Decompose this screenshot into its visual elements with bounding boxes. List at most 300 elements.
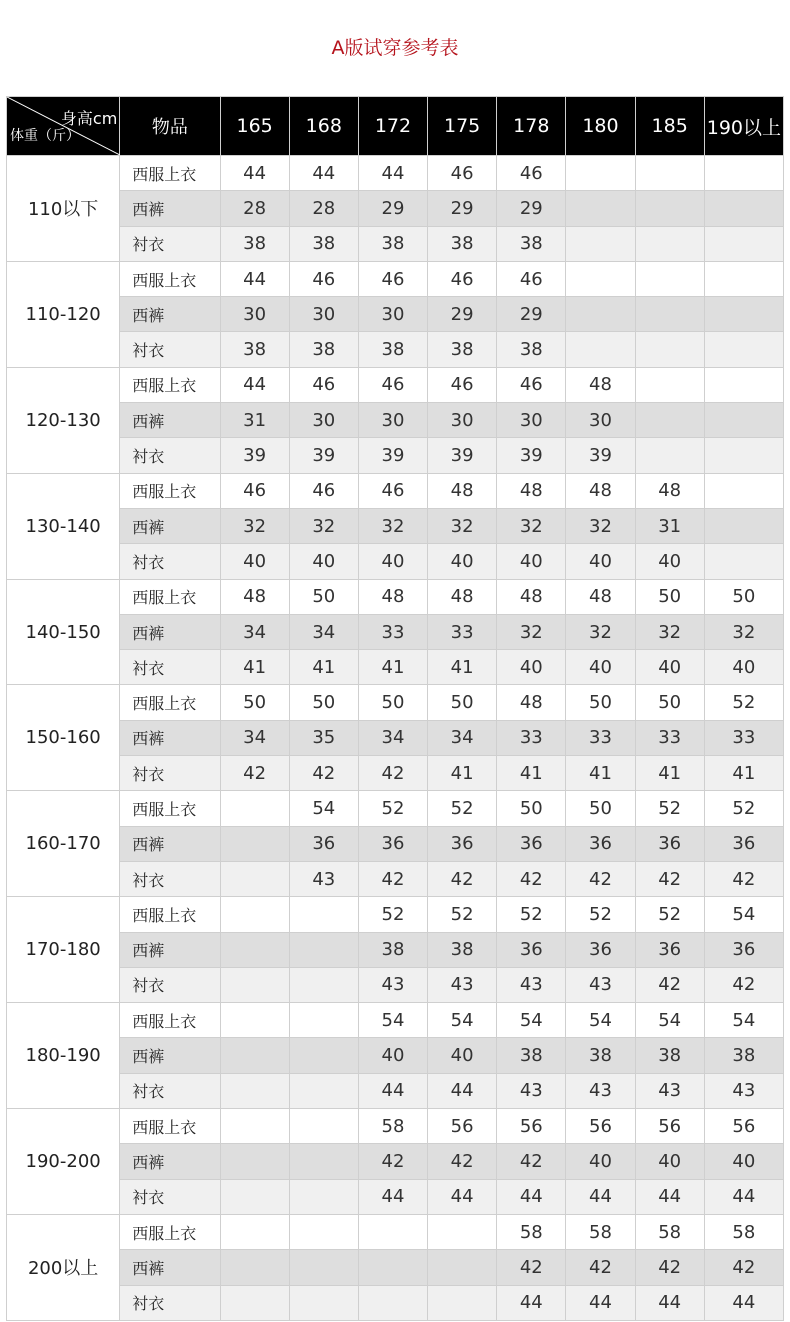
size-value-cell: 46 (289, 261, 358, 296)
size-value-cell: 36 (497, 932, 566, 967)
size-value-cell (220, 1144, 289, 1179)
size-value-cell (289, 1250, 358, 1285)
size-value-cell: 48 (358, 579, 427, 614)
size-value-cell: 42 (220, 756, 289, 791)
size-value-cell: 38 (358, 332, 427, 367)
size-value-cell: 43 (566, 1073, 635, 1108)
size-value-cell: 44 (704, 1179, 783, 1214)
size-value-cell: 42 (428, 861, 497, 896)
size-value-cell (704, 156, 783, 191)
size-value-cell: 43 (704, 1073, 783, 1108)
size-value-cell: 39 (289, 438, 358, 473)
item-name-cell: 西裤 (120, 1144, 220, 1179)
size-value-cell: 44 (704, 1285, 783, 1320)
size-value-cell: 32 (220, 508, 289, 543)
size-value-cell: 58 (704, 1214, 783, 1249)
size-value-cell: 40 (358, 544, 427, 579)
table-row (7, 650, 784, 685)
size-value-cell: 36 (704, 932, 783, 967)
size-value-cell: 29 (428, 297, 497, 332)
item-name-cell: 西裤 (120, 826, 220, 861)
size-value-cell: 48 (497, 473, 566, 508)
size-value-cell: 43 (566, 967, 635, 1002)
size-value-cell (635, 297, 704, 332)
item-name-cell: 衬衣 (120, 967, 220, 1002)
size-value-cell: 52 (358, 897, 427, 932)
size-value-cell: 48 (566, 367, 635, 402)
size-value-cell (289, 1179, 358, 1214)
size-value-cell: 34 (358, 720, 427, 755)
size-value-cell (220, 1003, 289, 1038)
table-row (7, 1144, 784, 1179)
corner-header (7, 97, 120, 156)
size-value-cell: 40 (704, 1144, 783, 1179)
table-row (7, 332, 784, 367)
table-row (7, 756, 784, 791)
size-value-cell: 50 (289, 685, 358, 720)
size-value-cell: 48 (497, 685, 566, 720)
size-value-cell: 30 (289, 403, 358, 438)
size-value-cell: 44 (289, 156, 358, 191)
size-value-cell: 42 (635, 861, 704, 896)
size-value-cell: 30 (220, 297, 289, 332)
size-value-cell: 54 (704, 897, 783, 932)
size-value-cell: 38 (358, 226, 427, 261)
table-row (7, 932, 784, 967)
size-value-cell: 54 (566, 1003, 635, 1038)
size-value-cell: 38 (358, 932, 427, 967)
size-value-cell: 30 (358, 403, 427, 438)
size-value-cell: 54 (704, 1003, 783, 1038)
size-value-cell: 44 (358, 1179, 427, 1214)
table-row (7, 156, 784, 191)
size-value-cell: 52 (635, 897, 704, 932)
size-value-cell: 42 (566, 861, 635, 896)
size-value-cell: 40 (358, 1038, 427, 1073)
height-header: 168 (289, 97, 358, 156)
weight-range-cell: 200以上 (7, 1214, 120, 1320)
table-row (7, 544, 784, 579)
size-value-cell: 30 (566, 403, 635, 438)
size-value-cell (289, 1073, 358, 1108)
size-value-cell: 32 (704, 614, 783, 649)
item-name-cell: 西服上衣 (120, 685, 220, 720)
size-value-cell (289, 967, 358, 1002)
size-value-cell: 40 (428, 1038, 497, 1073)
size-value-cell: 38 (220, 332, 289, 367)
size-value-cell: 42 (497, 1250, 566, 1285)
size-value-cell: 52 (635, 791, 704, 826)
height-header: 180 (566, 97, 635, 156)
size-value-cell: 48 (428, 579, 497, 614)
size-value-cell: 44 (220, 261, 289, 296)
size-value-cell: 58 (497, 1214, 566, 1249)
size-value-cell (566, 191, 635, 226)
table-row (7, 1285, 784, 1320)
size-value-cell: 48 (566, 473, 635, 508)
size-value-cell: 56 (635, 1109, 704, 1144)
item-name-cell: 衬衣 (120, 438, 220, 473)
size-value-cell: 52 (358, 791, 427, 826)
size-value-cell: 42 (497, 1144, 566, 1179)
size-value-cell (635, 226, 704, 261)
size-value-cell: 41 (428, 756, 497, 791)
item-name-cell: 西裤 (120, 508, 220, 543)
size-value-cell: 44 (635, 1179, 704, 1214)
size-value-cell: 54 (497, 1003, 566, 1038)
size-value-cell: 38 (704, 1038, 783, 1073)
size-value-cell: 46 (428, 261, 497, 296)
size-value-cell (566, 226, 635, 261)
size-value-cell: 36 (289, 826, 358, 861)
size-value-cell: 30 (358, 297, 427, 332)
table-row (7, 367, 784, 402)
item-name-cell: 西裤 (120, 1250, 220, 1285)
size-value-cell: 41 (635, 756, 704, 791)
size-value-cell: 30 (497, 403, 566, 438)
size-value-cell: 42 (358, 861, 427, 896)
size-value-cell: 42 (289, 756, 358, 791)
size-value-cell: 50 (635, 685, 704, 720)
weight-range-cell: 130-140 (7, 473, 120, 579)
size-value-cell: 30 (428, 403, 497, 438)
size-value-cell: 38 (428, 332, 497, 367)
weight-range-cell: 170-180 (7, 897, 120, 1003)
size-value-cell: 50 (497, 791, 566, 826)
weight-range-cell: 150-160 (7, 685, 120, 791)
table-row (7, 685, 784, 720)
size-value-cell: 33 (497, 720, 566, 755)
size-value-cell: 46 (497, 367, 566, 402)
height-header: 172 (358, 97, 427, 156)
item-name-cell: 西服上衣 (120, 791, 220, 826)
size-value-cell: 43 (358, 967, 427, 1002)
size-value-cell: 32 (566, 614, 635, 649)
size-value-cell: 34 (220, 720, 289, 755)
size-value-cell: 40 (220, 544, 289, 579)
item-name-cell: 衬衣 (120, 1285, 220, 1320)
table-row (7, 226, 784, 261)
size-value-cell (220, 1109, 289, 1144)
size-value-cell: 38 (497, 226, 566, 261)
size-value-cell (704, 367, 783, 402)
size-value-cell (220, 1073, 289, 1108)
size-value-cell: 38 (635, 1038, 704, 1073)
size-value-cell: 56 (704, 1109, 783, 1144)
size-value-cell: 48 (497, 579, 566, 614)
size-value-cell: 33 (428, 614, 497, 649)
size-value-cell: 43 (497, 967, 566, 1002)
size-value-cell: 43 (497, 1073, 566, 1108)
size-value-cell: 38 (428, 932, 497, 967)
size-value-cell: 40 (497, 650, 566, 685)
size-value-cell: 32 (428, 508, 497, 543)
table-row (7, 791, 784, 826)
size-value-cell: 48 (566, 579, 635, 614)
size-value-cell: 32 (566, 508, 635, 543)
size-value-cell: 36 (704, 826, 783, 861)
size-value-cell: 40 (635, 544, 704, 579)
size-value-cell (220, 1250, 289, 1285)
item-name-cell: 西裤 (120, 932, 220, 967)
size-value-cell: 54 (358, 1003, 427, 1038)
size-value-cell: 32 (635, 614, 704, 649)
size-value-cell: 43 (635, 1073, 704, 1108)
size-value-cell (358, 1285, 427, 1320)
size-value-cell: 40 (704, 650, 783, 685)
size-value-cell (289, 1214, 358, 1249)
size-value-cell: 42 (704, 967, 783, 1002)
size-value-cell: 33 (358, 614, 427, 649)
table-row (7, 967, 784, 1002)
size-value-cell: 44 (566, 1285, 635, 1320)
size-value-cell: 41 (497, 756, 566, 791)
table-row (7, 297, 784, 332)
table-row (7, 1003, 784, 1038)
item-name-cell: 西服上衣 (120, 1214, 220, 1249)
size-value-cell (220, 1285, 289, 1320)
item-name-cell: 衬衣 (120, 1179, 220, 1214)
size-value-cell (635, 156, 704, 191)
size-value-cell: 46 (428, 367, 497, 402)
size-value-cell: 43 (428, 967, 497, 1002)
size-value-cell: 42 (704, 1250, 783, 1285)
table-row (7, 1250, 784, 1285)
size-value-cell (289, 1144, 358, 1179)
weight-range-cell: 140-150 (7, 579, 120, 685)
size-value-cell: 41 (566, 756, 635, 791)
item-name-cell: 衬衣 (120, 544, 220, 579)
size-value-cell: 46 (428, 156, 497, 191)
size-value-cell: 50 (635, 579, 704, 614)
size-value-cell (220, 932, 289, 967)
size-value-cell: 46 (358, 473, 427, 508)
size-table-body (7, 156, 784, 1321)
table-row (7, 614, 784, 649)
size-value-cell (220, 1179, 289, 1214)
size-value-cell: 52 (704, 685, 783, 720)
size-value-cell (635, 191, 704, 226)
item-name-cell: 西裤 (120, 403, 220, 438)
table-row (7, 826, 784, 861)
size-value-cell: 43 (289, 861, 358, 896)
table-row (7, 473, 784, 508)
item-name-cell: 衬衣 (120, 226, 220, 261)
height-header: 165 (220, 97, 289, 156)
size-value-cell: 50 (220, 685, 289, 720)
item-name-cell: 衬衣 (120, 332, 220, 367)
size-value-cell: 32 (289, 508, 358, 543)
size-value-cell: 38 (497, 332, 566, 367)
size-value-cell: 42 (497, 861, 566, 896)
size-value-cell (704, 332, 783, 367)
size-value-cell: 36 (358, 826, 427, 861)
size-value-cell (704, 261, 783, 296)
size-value-cell: 56 (497, 1109, 566, 1144)
height-header: 178 (497, 97, 566, 156)
size-value-cell: 48 (635, 473, 704, 508)
item-name-cell: 西裤 (120, 720, 220, 755)
size-value-cell: 48 (220, 579, 289, 614)
size-value-cell: 48 (428, 473, 497, 508)
size-value-cell (220, 826, 289, 861)
table-row (7, 261, 784, 296)
item-name-cell: 西服上衣 (120, 1109, 220, 1144)
size-value-cell: 58 (635, 1214, 704, 1249)
height-axis-label: 身高cm (60, 109, 118, 128)
item-name-cell: 衬衣 (120, 861, 220, 896)
size-value-cell: 31 (220, 403, 289, 438)
weight-range-cell: 160-170 (7, 791, 120, 897)
size-value-cell: 46 (497, 261, 566, 296)
table-row (7, 579, 784, 614)
size-value-cell: 40 (566, 650, 635, 685)
size-value-cell: 44 (220, 156, 289, 191)
size-value-cell (635, 261, 704, 296)
size-value-cell (289, 932, 358, 967)
size-value-cell (566, 297, 635, 332)
size-value-cell: 33 (704, 720, 783, 755)
size-value-cell (358, 1214, 427, 1249)
size-value-cell (704, 403, 783, 438)
size-value-cell: 38 (289, 226, 358, 261)
size-value-cell (289, 1038, 358, 1073)
size-value-cell (220, 791, 289, 826)
size-value-cell (704, 438, 783, 473)
size-value-cell (635, 367, 704, 402)
size-value-cell (704, 544, 783, 579)
table-row (7, 1109, 784, 1144)
size-value-cell (289, 1109, 358, 1144)
size-value-cell (220, 967, 289, 1002)
size-value-cell: 52 (428, 897, 497, 932)
item-name-cell: 西服上衣 (120, 473, 220, 508)
size-value-cell: 44 (428, 1179, 497, 1214)
size-value-cell (566, 156, 635, 191)
size-value-cell: 31 (635, 508, 704, 543)
weight-range-cell: 120-130 (7, 367, 120, 473)
size-value-cell: 46 (497, 156, 566, 191)
size-value-cell: 38 (220, 226, 289, 261)
size-value-cell (358, 1250, 427, 1285)
size-value-cell: 32 (358, 508, 427, 543)
size-value-cell: 50 (428, 685, 497, 720)
size-value-cell (635, 403, 704, 438)
weight-range-cell: 110以下 (7, 156, 120, 262)
size-value-cell (289, 897, 358, 932)
table-row (7, 861, 784, 896)
size-value-cell: 41 (289, 650, 358, 685)
size-value-cell: 56 (428, 1109, 497, 1144)
item-name-cell: 西服上衣 (120, 897, 220, 932)
size-value-cell: 50 (566, 685, 635, 720)
size-value-cell: 29 (358, 191, 427, 226)
height-header: 175 (428, 97, 497, 156)
size-value-cell: 39 (497, 438, 566, 473)
size-value-cell: 39 (220, 438, 289, 473)
size-value-cell: 36 (635, 826, 704, 861)
item-name-cell: 衬衣 (120, 650, 220, 685)
size-value-cell (635, 332, 704, 367)
size-value-cell (704, 508, 783, 543)
item-name-cell: 西裤 (120, 614, 220, 649)
size-value-cell: 44 (497, 1179, 566, 1214)
size-value-cell: 38 (289, 332, 358, 367)
size-value-cell (428, 1214, 497, 1249)
table-row (7, 508, 784, 543)
table-row (7, 1179, 784, 1214)
table-row (7, 1214, 784, 1249)
size-value-cell (220, 1214, 289, 1249)
size-value-cell: 42 (428, 1144, 497, 1179)
size-value-cell: 42 (635, 967, 704, 1002)
size-value-cell: 44 (635, 1285, 704, 1320)
size-value-cell: 29 (497, 191, 566, 226)
size-value-cell: 40 (497, 544, 566, 579)
size-value-cell (635, 438, 704, 473)
size-value-cell: 40 (566, 1144, 635, 1179)
header-row (7, 97, 784, 156)
size-value-cell (704, 473, 783, 508)
size-value-cell: 34 (289, 614, 358, 649)
size-value-cell: 41 (704, 756, 783, 791)
size-value-cell: 29 (497, 297, 566, 332)
size-value-cell: 40 (566, 544, 635, 579)
size-value-cell: 41 (428, 650, 497, 685)
size-value-cell: 54 (428, 1003, 497, 1038)
table-row (7, 1073, 784, 1108)
item-name-cell: 西裤 (120, 297, 220, 332)
size-value-cell: 40 (635, 1144, 704, 1179)
table-row (7, 403, 784, 438)
size-value-cell: 38 (428, 226, 497, 261)
size-value-cell (704, 297, 783, 332)
item-name-cell: 西服上衣 (120, 579, 220, 614)
item-name-cell: 衬衣 (120, 756, 220, 791)
size-value-cell: 46 (289, 367, 358, 402)
size-value-cell: 50 (704, 579, 783, 614)
size-value-cell: 52 (497, 897, 566, 932)
table-row (7, 720, 784, 755)
size-value-cell: 54 (635, 1003, 704, 1038)
size-value-cell: 30 (289, 297, 358, 332)
item-name-cell: 西服上衣 (120, 261, 220, 296)
weight-range-cell: 190-200 (7, 1109, 120, 1215)
size-value-cell: 28 (289, 191, 358, 226)
size-value-cell: 44 (220, 367, 289, 402)
table-row (7, 191, 784, 226)
size-value-cell: 56 (566, 1109, 635, 1144)
size-value-cell: 40 (635, 650, 704, 685)
size-value-cell (428, 1285, 497, 1320)
size-value-cell: 42 (566, 1250, 635, 1285)
size-value-cell: 39 (566, 438, 635, 473)
size-value-cell: 44 (358, 1073, 427, 1108)
size-value-cell (220, 897, 289, 932)
size-value-cell: 52 (566, 897, 635, 932)
size-reference-table (6, 96, 784, 1321)
size-value-cell: 36 (497, 826, 566, 861)
size-value-cell: 44 (428, 1073, 497, 1108)
item-name-cell: 西服上衣 (120, 1003, 220, 1038)
item-column-header: 物品 (120, 97, 220, 156)
size-value-cell: 41 (358, 650, 427, 685)
size-value-cell: 54 (289, 791, 358, 826)
size-value-cell (566, 261, 635, 296)
size-value-cell: 52 (704, 791, 783, 826)
size-value-cell: 41 (220, 650, 289, 685)
size-value-cell: 35 (289, 720, 358, 755)
